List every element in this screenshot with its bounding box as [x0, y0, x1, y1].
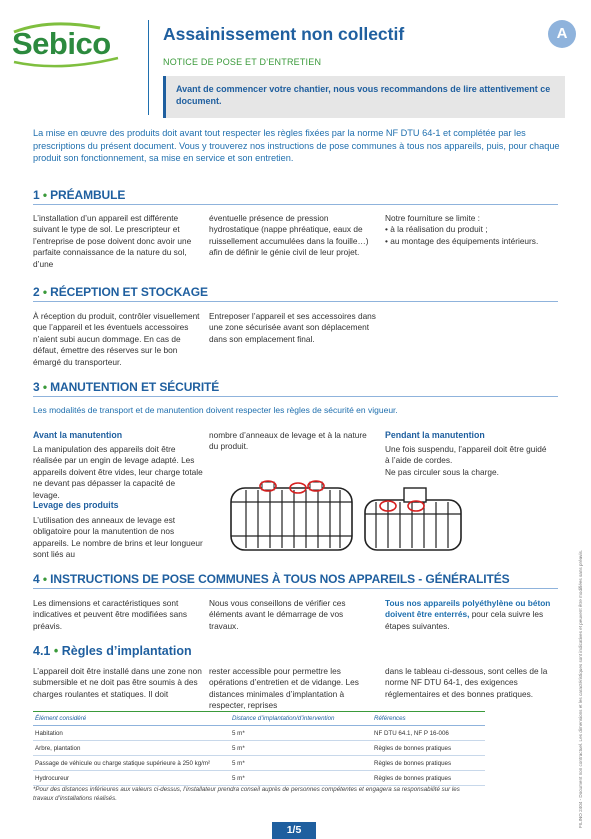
s41-col3: dans le tableau ci-dessous, sont celles de la norme NF DTU 64-1, des exigences réglementaires et des bonnes pratiques.: [385, 666, 548, 699]
section-number: 4: [33, 572, 40, 586]
levage-produits-text: L’utilisation des anneaux de levage est obligatoire pour la manutention de nos appareils. Le nombre de brins et leur longueur sont liés au: [33, 515, 203, 560]
s2-col1: À réception du produit, contrôler visuellement que l’appareil et les éventuels accessoires n’aient subi aucun dommage. En cas de défaut, émettre des réserves sur le bon émargé du transporteur.: [33, 311, 200, 367]
section-title: Règles d’implantation: [61, 644, 192, 658]
section-title: RÉCEPTION ET STOCKAGE: [50, 285, 208, 299]
section-divider: [33, 588, 558, 589]
table-row: [33, 741, 485, 756]
section-1-heading: 1 • PRÉAMBULE: [33, 188, 126, 202]
table-cell: Règles de bonnes pratiques: [372, 756, 485, 771]
table-cell: 5 m*: [230, 741, 372, 756]
section-title: INSTRUCTIONS DE POSE COMMUNES À TOUS NOS APPAREILS - GÉNÉRALITÉS: [50, 572, 510, 586]
s1-col2: éventuelle présence de pression hydrostatique (nappe phréatique, eaux de ruissellement accumulées dans la fouille…) afin de définir le génie civil de leur projet.: [209, 213, 369, 258]
s41-col2: rester accessible pour permettre les opérations d’entretien et de vidange. Les distances minimales d’implantation à respecter, reprises: [209, 666, 359, 711]
tank-lifting-illustration: [228, 478, 355, 556]
table-cell: Règles de bonnes pratiques: [372, 741, 485, 756]
s1-col3: [385, 213, 555, 247]
s41-col1: L’appareil doit être installé dans une zone non submersible et ne doit pas être soumis à des charges roulantes et statiques. Il doit: [33, 666, 202, 699]
notice-box: Avant de commencer votre chantier, nous vous recommandons de lire attentivement ce document.: [163, 76, 565, 118]
document-subtitle: NOTICE DE POSE ET D’ENTRETIEN: [163, 57, 322, 67]
levage-produits-title: Levage des produits: [33, 500, 119, 510]
table-cell: Hydrocureur: [33, 771, 230, 786]
section-divider: [33, 396, 558, 397]
tank-lifting-illustration: [362, 486, 464, 554]
section-number: 3: [33, 380, 40, 394]
table-cell: 5 m*: [230, 771, 372, 786]
s3-lead: Les modalités de transport et de manutention doivent respecter les règles de sécurité en vigueur.: [33, 405, 398, 415]
table-cell: Passage de véhicule ou charge statique supérieure à 250 kg/m²: [33, 756, 230, 771]
section-divider: [33, 301, 558, 302]
s4-col2: Nous vous conseillons de vérifier ces éléments avant le démarrage de vos travaux.: [209, 598, 346, 631]
header-divider: [148, 20, 149, 115]
table-cell: NF DTU 64.1, NF P 16-006: [372, 726, 485, 741]
s1-col1: L’installation d’un appareil est différente suivant le type de sol. Le prescripteur et l’entreprise de pose doivent donc avoir une parfaite connaissance de la nature du sol, d’une: [33, 213, 192, 269]
table-cell: Habitation: [33, 726, 230, 741]
table-cell: Règles de bonnes pratiques: [372, 771, 485, 786]
pendant-text-1: Une fois suspendu, l’appareil doit être guidé à l’aide de cordes.: [385, 444, 547, 466]
sebico-logo: Sebico: [12, 26, 111, 61]
section-number: 4.1: [33, 644, 51, 658]
avant-manutention-text: La manipulation des appareils doit être réalisée par un engin de levage adapté. Les appareils doivent être vides, leur charge totale ne devant pas dépasser la capacité de levage.: [33, 444, 203, 500]
list-item: • au montage des équipements intérieurs.: [385, 235, 539, 246]
table-cell: 5 m*: [230, 726, 372, 741]
table-cell: Arbre, plantation: [33, 741, 230, 756]
s1-col3-intro: Notre fourniture se limite :: [385, 213, 480, 223]
section-2-heading: 2 • RÉCEPTION ET STOCKAGE: [33, 285, 208, 299]
implantation-table: [33, 711, 485, 786]
table-header: Références: [372, 712, 485, 726]
intro-paragraph: La mise en œuvre des produits doit avant tout respecter les règles fixées par la norme NF DTU 64-1 et complétée par les prescriptions du présent document. Vous y trouverez nos instructions de pose communes à tous nos appareils, puis, pour chaque produit son fonctionnement, sa mise en service et son entretien.: [33, 128, 560, 164]
document-title: Assainissement non collectif: [163, 24, 405, 44]
section-4-heading: 4 • INSTRUCTIONS DE POSE COMMUNES À TOUS NOS APPAREILS - GÉNÉRALITÉS: [33, 572, 510, 586]
s4-col3-rest: pour cela suivre les étapes suivantes.: [385, 609, 544, 631]
table-header: Élément considéré: [33, 712, 230, 726]
section-number: 2: [33, 285, 40, 299]
pendant-text-2: Ne pas circuler sous la charge.: [385, 466, 499, 477]
table-cell: 5 m*: [230, 756, 372, 771]
table-row: [33, 726, 485, 741]
section-4-1-heading: 4.1 • Règles d’implantation: [33, 644, 192, 658]
table-header: Distance d’implantation/d’intervention: [230, 712, 372, 726]
s4-col3: [385, 598, 555, 632]
list-item: • à la réalisation du produit ;: [385, 224, 488, 235]
section-divider: [33, 204, 558, 205]
pendant-manutention-title: Pendant la manutention: [385, 430, 485, 440]
s4-col3-bold: Tous nos appareils polyéthylène ou béton doivent être enterrés,: [385, 598, 551, 620]
avant-manutention-title: Avant la manutention: [33, 430, 123, 440]
table-footnote: *Pour des distances inférieures aux valeurs ci-dessus, l’installateur prendra conseil auprès de personnes compétentes et engagera sa responsabilité sur les travaux d’installations réalisés.: [33, 786, 460, 802]
section-badge: A: [548, 20, 576, 48]
side-legal-note: FILINO 2404 - Document non contractuel. Les dimensions et les caractéristiques sont indicatives et peuvent être modifiées sans préavis.: [578, 549, 583, 828]
table-row: [33, 771, 485, 786]
section-3-heading: 3 • MANUTENTION ET SÉCURITÉ: [33, 380, 220, 394]
section-number: 1: [33, 188, 40, 202]
table-row: [33, 756, 485, 771]
pendant-manutention-text: [385, 444, 553, 478]
page-number: 1/5: [272, 822, 316, 839]
section-title: PRÉAMBULE: [50, 188, 126, 202]
s3-col2: nombre d’anneaux de levage et à la nature du produit.: [209, 430, 367, 452]
s2-col2: Entreposer l’appareil et ses accessoires dans une zone sécurisée avant son déplacement dans son emplacement final.: [209, 311, 376, 344]
section-title: MANUTENTION ET SÉCURITÉ: [50, 380, 220, 394]
s4-col1: Les dimensions et caractéristiques sont indicatives et peuvent être modifiées sans préavis.: [33, 598, 188, 631]
